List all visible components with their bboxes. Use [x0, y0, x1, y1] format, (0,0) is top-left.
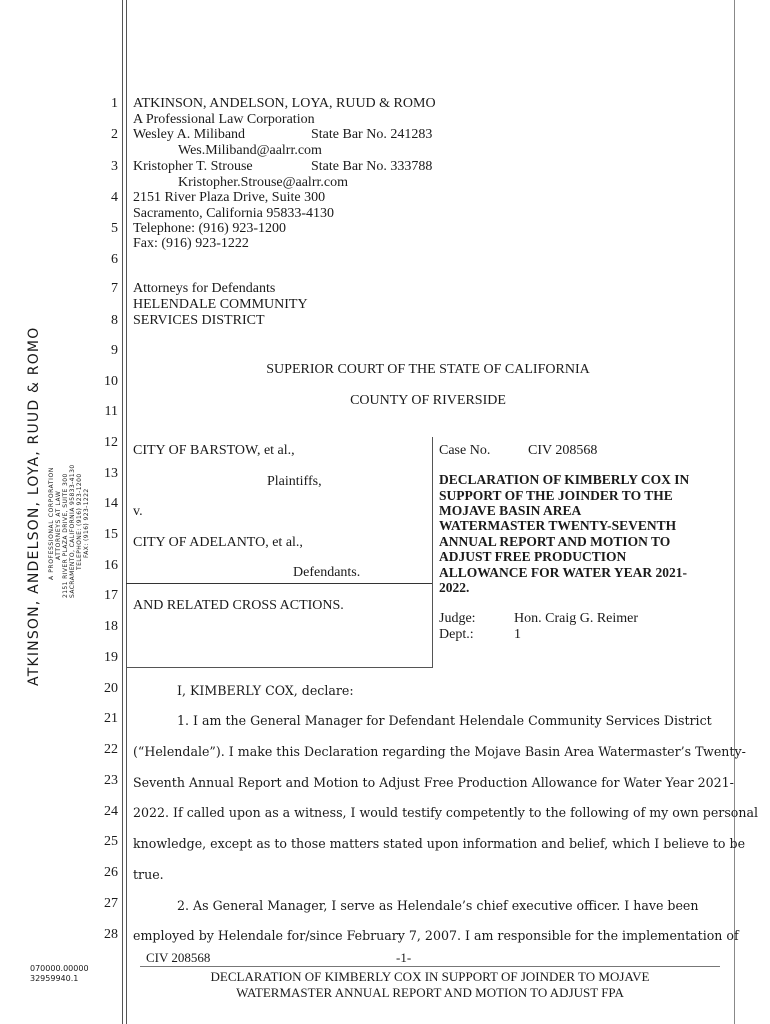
- attorney-bar-number: State Bar No. 333788: [311, 159, 433, 174]
- versus: v.: [133, 504, 143, 519]
- declaration-paragraph-line: true.: [133, 867, 164, 882]
- left-margin-rule-outer: [122, 0, 123, 1024]
- right-margin-rule: [734, 0, 735, 1024]
- attorney-email[interactable]: Kristopher.Strouse@aalrr.com: [178, 175, 348, 190]
- line-number: 12: [104, 435, 118, 450]
- caption-underline: [126, 583, 432, 584]
- line-number: 1: [111, 96, 118, 111]
- related-actions: AND RELATED CROSS ACTIONS.: [133, 598, 344, 613]
- declaration-opening: I, KIMBERLY COX, declare:: [177, 683, 354, 698]
- document-title-line: MOJAVE BASIN AREA: [439, 503, 582, 518]
- letterhead-line: A PROFESSIONAL CORPORATION: [48, 467, 55, 580]
- footer-page-number: -1-: [396, 950, 412, 965]
- footer-title: WATERMASTER ANNUAL REPORT AND MOTION TO ADJUST FPA: [236, 985, 624, 1000]
- line-number: 21: [104, 711, 118, 726]
- document-title-line: ALLOWANCE FOR WATER YEAR 2021-: [439, 565, 688, 580]
- line-number: 5: [111, 221, 118, 236]
- line-number: 14: [104, 496, 118, 511]
- left-margin-rule-inner: [126, 0, 127, 1024]
- document-title-line: ADJUST FREE PRODUCTION: [439, 549, 627, 564]
- line-number: 6: [111, 252, 118, 267]
- dept-label: Dept.:: [439, 627, 474, 642]
- line-number: 9: [111, 343, 118, 358]
- case-number: CIV 208568: [528, 443, 598, 458]
- court-name: SUPERIOR COURT OF THE STATE OF CALIFORNIA: [266, 362, 590, 377]
- firm-fax: Fax: (916) 923-1222: [133, 236, 249, 251]
- document-title-line: DECLARATION OF KIMBERLY COX IN: [439, 472, 690, 487]
- line-number: 13: [104, 466, 118, 481]
- footer-rule: [140, 966, 720, 967]
- footer-doc-id: 32959940.1: [30, 974, 79, 983]
- judge-name: Hon. Craig G. Reimer: [514, 611, 639, 626]
- document-title-line: WATERMASTER TWENTY-SEVENTH: [439, 518, 677, 533]
- line-number: 20: [104, 681, 118, 696]
- attorney-bar-number: State Bar No. 241283: [311, 127, 433, 142]
- declaration-paragraph-line: 1. I am the General Manager for Defendant Helendale Community Services District: [177, 713, 712, 728]
- footer-case-number: CIV 208568: [146, 950, 211, 965]
- line-number: 8: [111, 313, 118, 328]
- declaration-paragraph-line: Seventh Annual Report and Motion to Adjust Free Production Allowance for Water Year 2021-: [133, 775, 734, 790]
- line-number: 10: [104, 374, 118, 389]
- letterhead-line: TELEPHONE: (916) 923-1200: [76, 473, 83, 570]
- letterhead-firm: ATKINSON, ANDELSON, LOYA, RUUD & ROMO: [26, 326, 42, 686]
- line-number: 17: [104, 588, 118, 603]
- footer-title: DECLARATION OF KIMBERLY COX IN SUPPORT OF JOINDER TO MOJAVE: [210, 969, 650, 984]
- document-title-line: 2022.: [439, 580, 470, 595]
- line-number: 23: [104, 773, 118, 788]
- court-county: COUNTY OF RIVERSIDE: [350, 393, 506, 408]
- attorney-email[interactable]: Wes.Miliband@aalrr.com: [178, 143, 322, 158]
- letterhead-line: 2151 RIVER PLAZA DRIVE, SUITE 300: [62, 473, 69, 598]
- line-number: 27: [104, 896, 118, 911]
- client-name: SERVICES DISTRICT: [133, 313, 265, 328]
- line-number: 16: [104, 558, 118, 573]
- line-number: 26: [104, 865, 118, 880]
- dept-number: 1: [514, 627, 521, 642]
- line-number: 15: [104, 527, 118, 542]
- letterhead-line: ATTORNEYS AT LAW: [55, 490, 62, 560]
- line-number: 28: [104, 927, 118, 942]
- line-number: 4: [111, 190, 118, 205]
- line-number: 18: [104, 619, 118, 634]
- line-number: 25: [104, 834, 118, 849]
- declaration-paragraph-line: 2. As General Manager, I serve as Helendale’s chief executive officer. I have been: [177, 898, 699, 913]
- declaration-paragraph-line: employed by Helendale for/since February 7, 2007. I am responsible for the implementation of: [133, 928, 739, 943]
- line-number: 24: [104, 804, 118, 819]
- caption-divider: [432, 437, 433, 668]
- declaration-paragraph-line: 2022. If called upon as a witness, I would testify competently to the following of my own personal: [133, 805, 759, 820]
- judge-label: Judge:: [439, 611, 476, 626]
- caption-bottom-rule: [126, 667, 433, 668]
- line-number: 2: [111, 127, 118, 142]
- document-title-line: ANNUAL REPORT AND MOTION TO: [439, 534, 671, 549]
- firm-type: A Professional Law Corporation: [133, 112, 315, 127]
- letterhead-line: SACRAMENTO, CALIFORNIA 95833-4130: [69, 464, 76, 598]
- attorneys-for: Attorneys for Defendants: [133, 281, 276, 296]
- line-number: 11: [104, 404, 118, 419]
- declaration-paragraph-line: knowledge, except as to those matters stated upon information and belief, which I believe to be: [133, 836, 746, 851]
- plaintiffs-label: Plaintiffs,: [267, 474, 322, 489]
- letterhead-line: FAX: (916) 923-1222: [83, 488, 90, 558]
- defendants-label: Defendants.: [293, 565, 361, 580]
- firm-telephone: Telephone: (916) 923-1200: [133, 221, 286, 236]
- footer-doc-id: 070000.00000: [30, 964, 89, 973]
- line-number: 22: [104, 742, 118, 757]
- line-number: 3: [111, 159, 118, 174]
- line-number: 7: [111, 281, 118, 296]
- attorney-name: Wesley A. Miliband: [133, 127, 246, 142]
- plaintiff: CITY OF BARSTOW, et al.,: [133, 443, 295, 458]
- line-number: 19: [104, 650, 118, 665]
- firm-address: Sacramento, California 95833-4130: [133, 206, 335, 221]
- firm-address: 2151 River Plaza Drive, Suite 300: [133, 190, 326, 205]
- document-title-line: SUPPORT OF THE JOINDER TO THE: [439, 488, 673, 503]
- defendant: CITY OF ADELANTO, et al.,: [133, 535, 303, 550]
- attorney-name: Kristopher T. Strouse: [133, 159, 253, 174]
- case-number-label: Case No.: [439, 443, 491, 458]
- firm-name: ATKINSON, ANDELSON, LOYA, RUUD & ROMO: [133, 96, 436, 111]
- client-name: HELENDALE COMMUNITY: [133, 297, 308, 312]
- declaration-paragraph-line: (“Helendale”). I make this Declaration regarding the Mojave Basin Area Watermaster’s Twenty-: [133, 744, 746, 759]
